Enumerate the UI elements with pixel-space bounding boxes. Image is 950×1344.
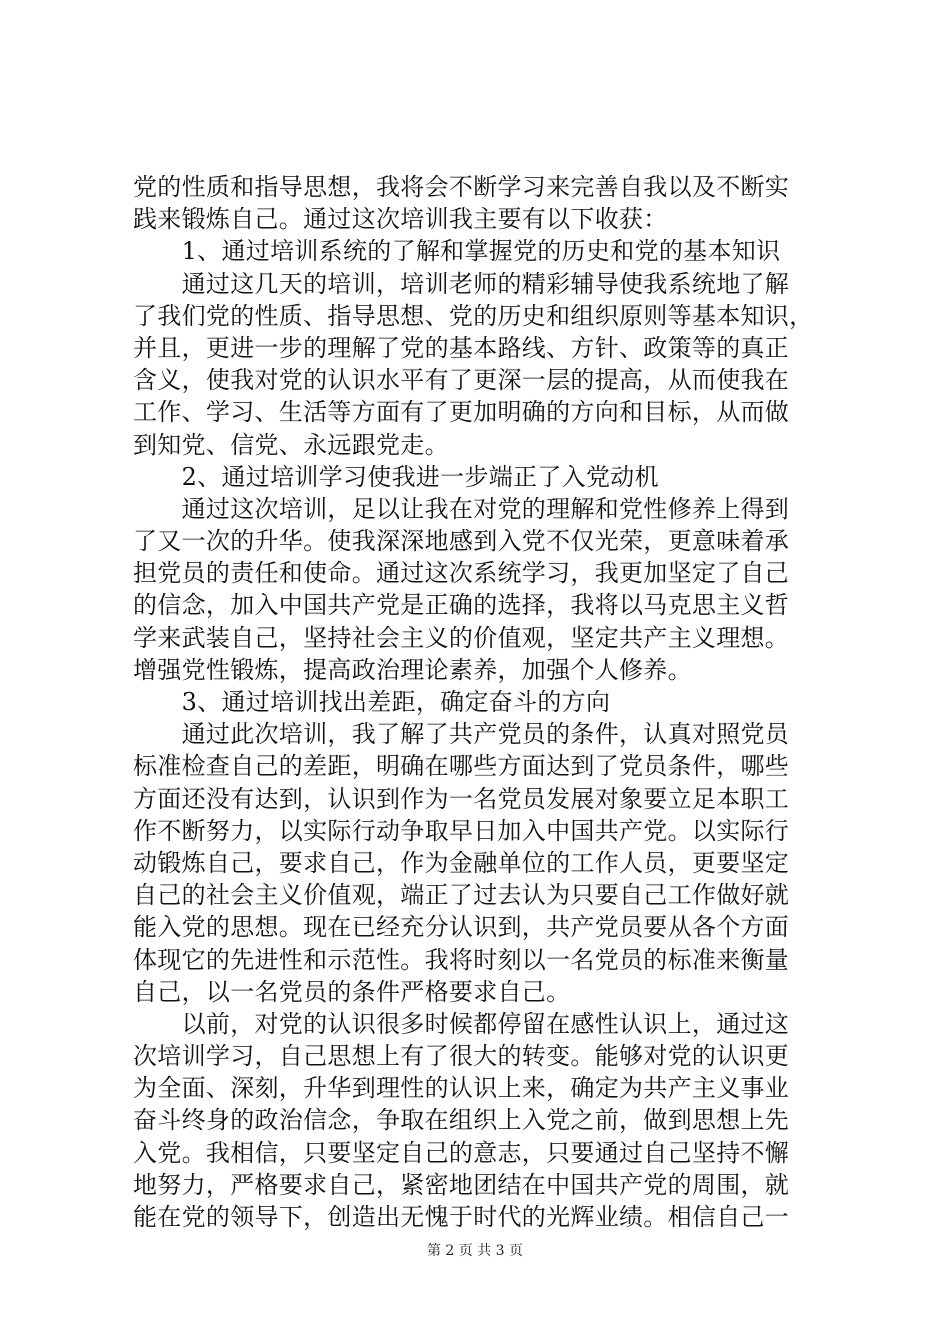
text-line: 作不断努力，以实际行动争取早日加入中国共产党。以实际行 (133, 816, 790, 845)
text-line: 并且，更进一步的理解了党的基本路线、方针、政策等的真正 (133, 333, 790, 362)
text-line: 学来武装自己，坚持社会主义的价值观，坚定共产主义理想。 (133, 623, 790, 652)
page-number-footer: 第 2 页 共 3 页 (426, 1243, 524, 1259)
text-line: 地努力，严格要求自己，紧密地团结在中国共产党的周围，就 (133, 1170, 790, 1199)
text-line: 含义，使我对党的认识水平有了更深一层的提高，从而使我在 (133, 366, 790, 395)
text-line: 动锻炼自己，要求自己，作为金融单位的工作人员，更要坚定 (133, 848, 790, 877)
text-line: 方面还没有达到，认识到作为一名党员发展对象要立足本职工 (133, 784, 790, 813)
text-line: 担党员的责任和使命。通过这次系统学习，我更加坚定了自己 (133, 559, 790, 588)
text-line: 自己，以一名党员的条件严格要求自己。 (133, 977, 571, 1006)
text-line: 到知党、信党、永远跟党走。 (133, 430, 449, 459)
text-line: 标准检查自己的差距，明确在哪些方面达到了党员条件，哪些 (133, 752, 790, 781)
text-line: 的信念，加入中国共产党是正确的选择，我将以马克思主义哲 (133, 591, 790, 620)
text-line: 通过这次培训，足以让我在对党的理解和党性修养上得到 (133, 494, 790, 523)
text-line: 增强党性锻炼，提高政治理论素养，加强个人修养。 (133, 655, 692, 684)
text-line: 奋斗终身的政治信念，争取在组织上入党之前，做到思想上先 (133, 1106, 790, 1135)
text-line: 体现它的先进性和示范性。我将时刻以一名党员的标准来衡量 (133, 945, 790, 974)
text-line: 以前，对党的认识很多时候都停留在感性认识上，通过这 (133, 1009, 790, 1038)
text-line: 通过此次培训，我了解了共产党员的条件，认真对照党员 (133, 720, 790, 749)
text-line: 为全面、深刻，升华到理性的认识上来，确定为共产主义事业 (133, 1074, 790, 1103)
section-heading-2: 2、通过培训学习使我进一步端正了入党动机 (133, 462, 659, 491)
text-line: 党的性质和指导思想，我将会不断学习来完善自我以及不断实 (133, 173, 790, 201)
text-line: 次培训学习，自己思想上有了很大的转变。能够对党的认识更 (133, 1042, 790, 1071)
text-line: 能在党的领导下，创造出无愧于时代的光辉业绩。相信自己一 (133, 1203, 790, 1231)
text-line: 通过这几天的培训，培训老师的精彩辅导使我系统地了解 (133, 269, 790, 298)
text-line: 自己的社会主义价值观，端正了过去认为只要自己工作做好就 (133, 881, 790, 910)
text-line: 工作、学习、生活等方面有了更加明确的方向和目标，从而做 (133, 398, 790, 427)
body-text (133, 171, 833, 1233)
text-line: 践来锻炼自己。通过这次培训我主要有以下收获： (133, 205, 668, 234)
text-line: 了又一次的升华。使我深深地感到入党不仅光荣，更意味着承 (133, 527, 790, 556)
section-heading-1: 1、通过培训系统的了解和掌握党的历史和党的基本知识 (133, 237, 781, 266)
text-line: 入党。我相信，只要坚定自己的意志，只要通过自己坚持不懈 (133, 1138, 790, 1167)
text-line: 能入党的思想。现在已经充分认识到，共产党员要从各个方面 (133, 913, 790, 942)
text-line: 了我们党的性质、指导思想、党的历史和组织原则等基本知识， (133, 301, 814, 330)
section-heading-3: 3、通过培训找出差距，确定奋斗的方向 (133, 688, 611, 716)
